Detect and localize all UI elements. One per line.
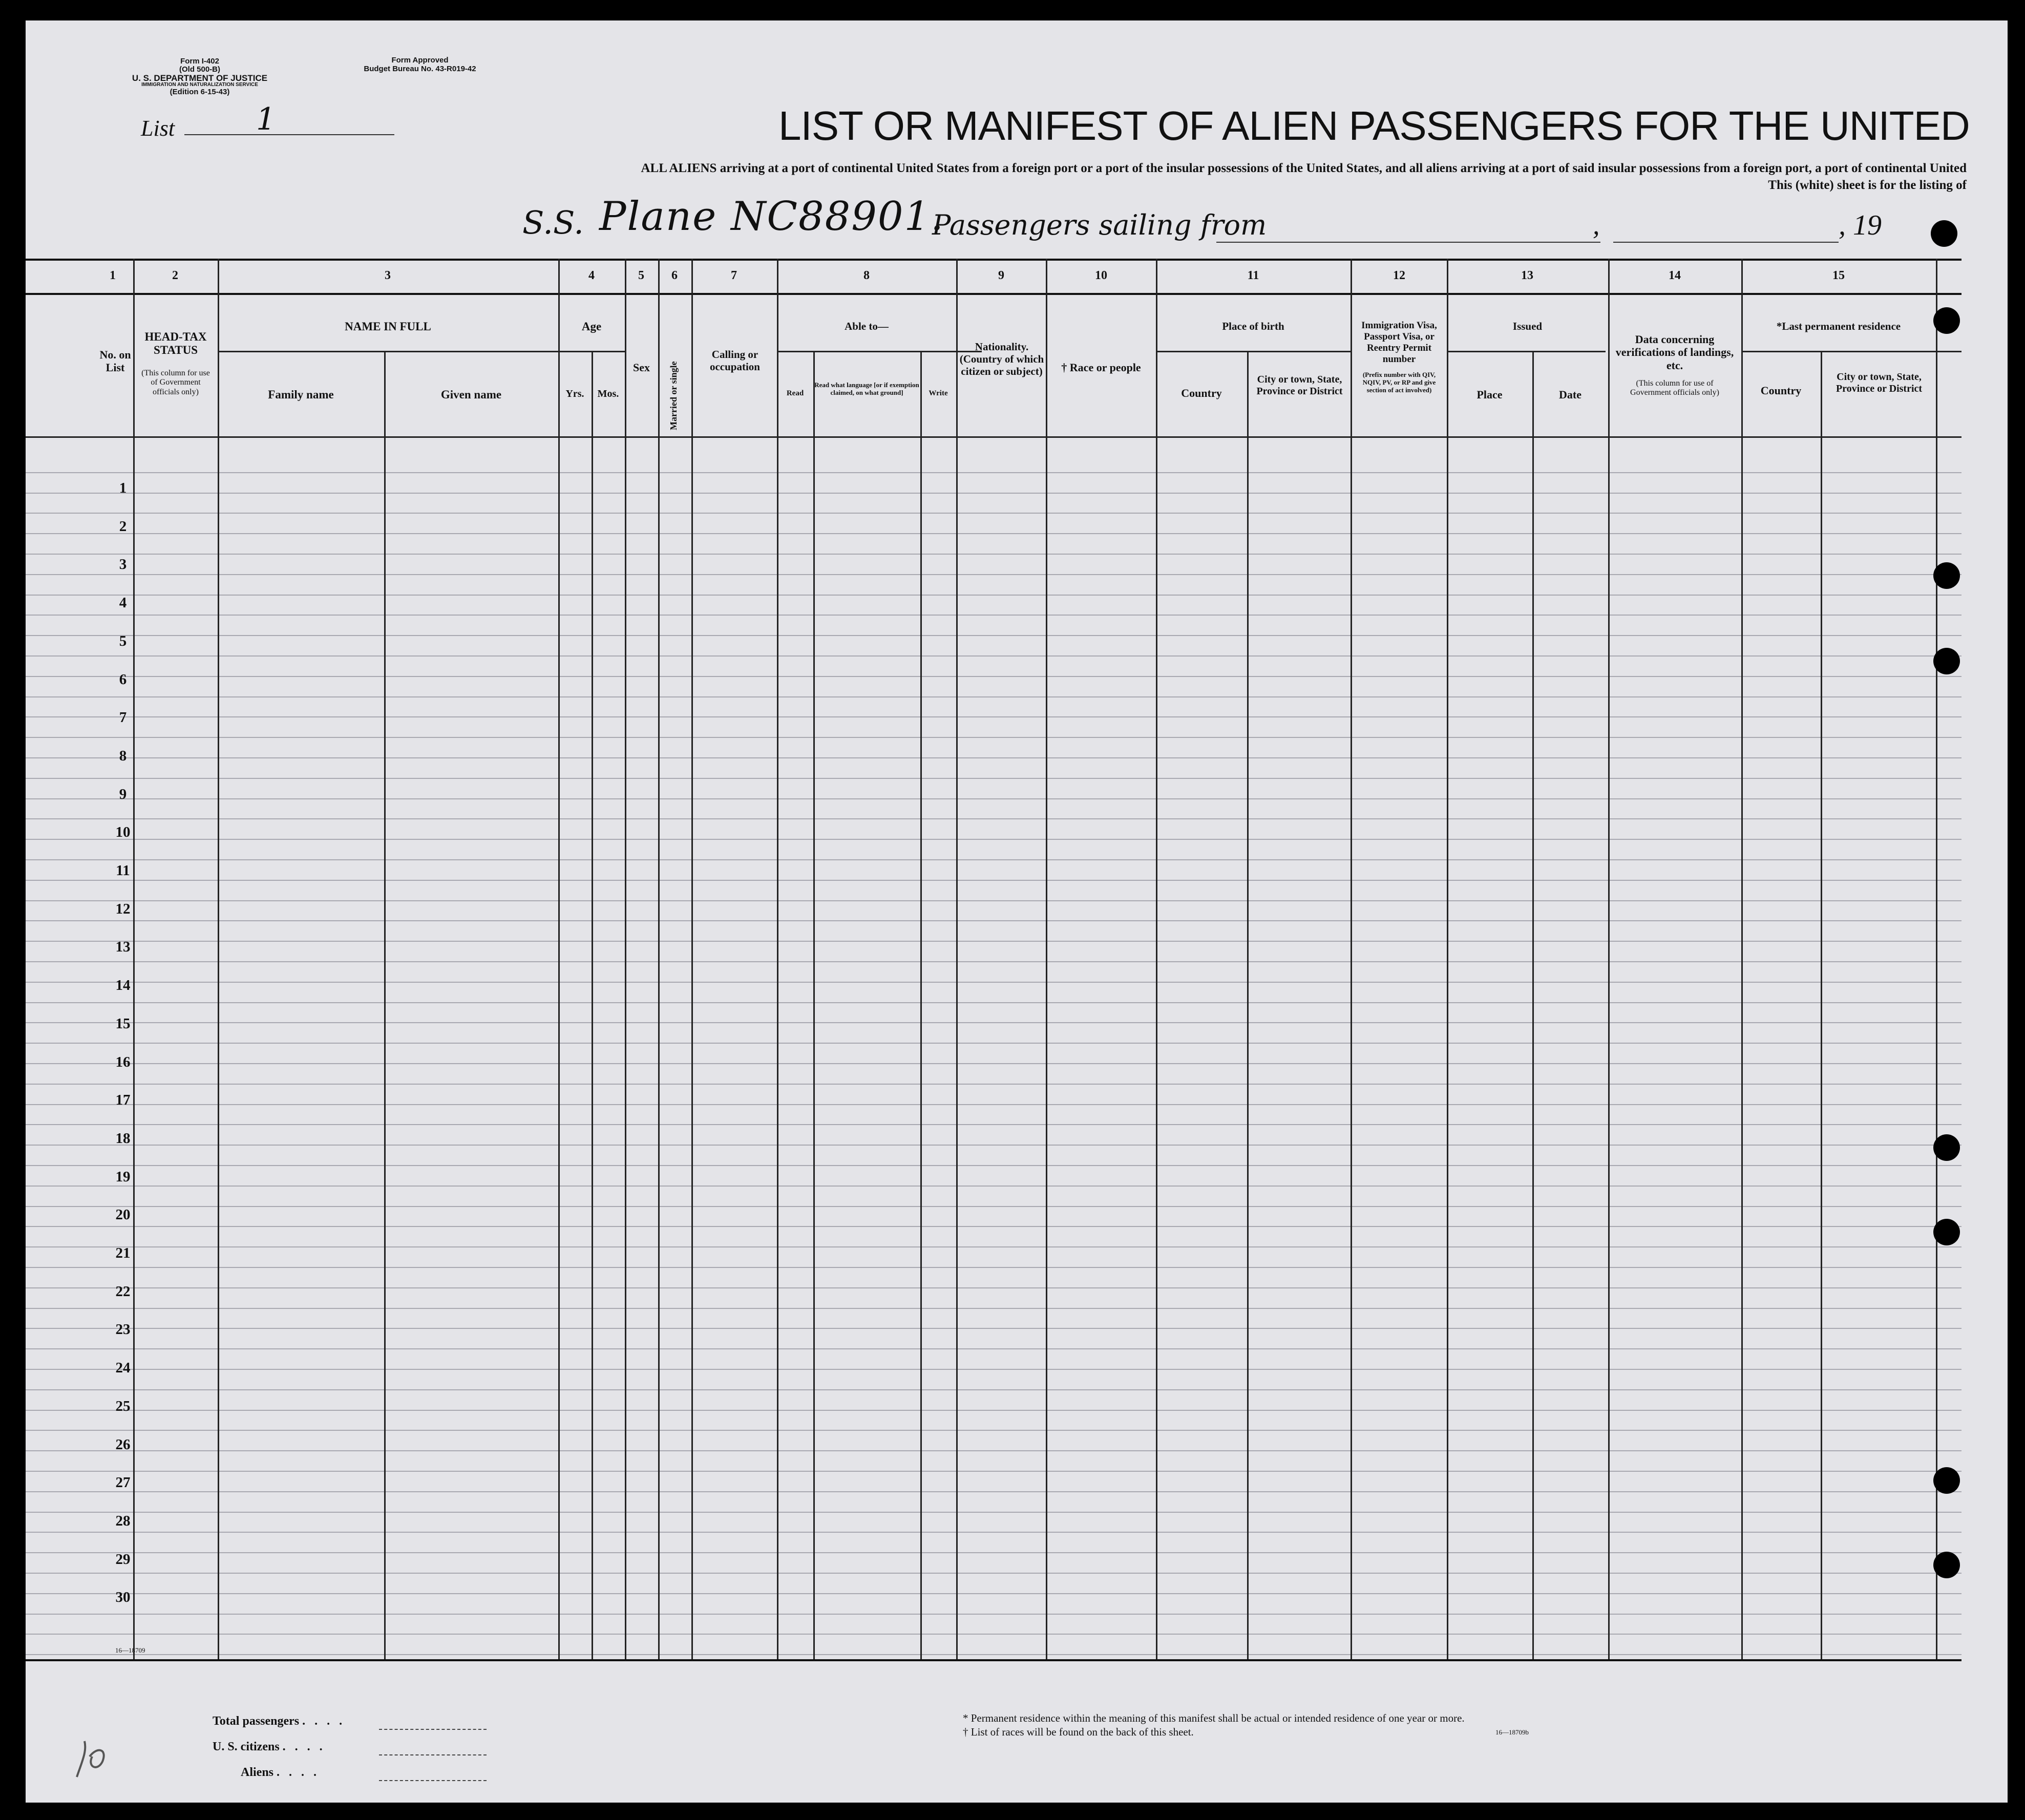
column-number: 5	[638, 269, 644, 282]
row-number: 21	[115, 1245, 131, 1261]
col-divider	[920, 351, 922, 1659]
ruled-line	[26, 1328, 1961, 1329]
header-last-residence: *Last permanent residence	[1776, 320, 1901, 332]
row-number: 3	[119, 556, 127, 573]
header-visa: Immigration Visa, Passport Visa, or Reentry Permit number	[1361, 320, 1437, 365]
ruled-line	[26, 1471, 1961, 1472]
footnote-residence: * Permanent residence within the meaning of this manifest shall be actual or intended residence of one year or more.	[963, 1712, 1465, 1724]
ruled-line	[26, 1186, 1961, 1187]
col-divider	[1608, 259, 1610, 1659]
punch-hole	[1931, 220, 1957, 247]
header-issued-date: Date	[1559, 388, 1581, 401]
col-divider	[218, 259, 219, 1659]
date-underline[interactable]	[1613, 242, 1839, 243]
header-verifications-note: (This column for use of Government officials only)	[1630, 379, 1719, 397]
ruled-line	[26, 839, 1961, 840]
name-subheader-rule	[218, 351, 558, 352]
header-visa-note: (Prefix number with QIV, NQIV, PV, or RP and give section of act involved)	[1362, 371, 1436, 394]
ruled-line	[26, 798, 1961, 799]
header-race: † Race or people	[1061, 361, 1141, 374]
row-number: 28	[115, 1512, 131, 1529]
header-head-tax-note: (This column for use of Government officials only)	[141, 369, 210, 396]
us-citizens-field[interactable]	[379, 1754, 487, 1755]
column-number-rule	[26, 293, 1961, 295]
punch-hole	[1933, 1552, 1960, 1578]
row-number: 15	[115, 1015, 131, 1032]
ruled-line	[26, 1002, 1961, 1003]
ruled-line	[26, 655, 1961, 657]
table-bottom-rule	[26, 1659, 1961, 1661]
col-divider	[1532, 351, 1534, 1659]
ruled-line	[26, 941, 1961, 942]
total-passengers-label: Total passengers	[213, 1715, 300, 1728]
header-no-on-list: No. on List	[99, 348, 131, 374]
list-number[interactable]: 1	[256, 101, 276, 137]
ruled-line	[26, 1287, 1961, 1288]
department: U. S. DEPARTMENT OF JUSTICE	[132, 73, 268, 83]
form-old: (Old 500-B)	[179, 65, 220, 74]
instructions-line-2: This (white) sheet is for the listing of	[1768, 178, 1967, 192]
year-prefix: , 19	[1839, 209, 1882, 241]
form-number: Form I-402	[180, 57, 219, 66]
punch-hole	[1933, 1467, 1960, 1494]
vessel-prefix: S.S.	[522, 204, 584, 241]
total-passengers-row	[213, 1715, 345, 1728]
col-divider	[956, 259, 958, 1659]
ruled-line	[26, 1206, 1961, 1207]
header-place-of-birth: Place of birth	[1222, 320, 1284, 332]
ruled-line	[26, 1165, 1961, 1166]
row-number: 20	[115, 1207, 131, 1223]
ruled-line	[26, 1491, 1961, 1492]
ruled-line	[26, 1634, 1961, 1635]
ruled-line	[26, 1308, 1961, 1309]
residence-subheader-rule	[1741, 351, 1961, 352]
row-number: 10	[115, 824, 131, 841]
ruled-line	[26, 676, 1961, 677]
row-number: 26	[115, 1436, 131, 1453]
ruled-line	[26, 1145, 1961, 1146]
col-divider	[813, 351, 815, 1659]
row-number: 9	[119, 786, 127, 802]
total-passengers-field[interactable]	[379, 1729, 487, 1730]
ruled-line	[26, 1063, 1961, 1064]
list-label: List	[141, 116, 175, 141]
ruled-line	[26, 1124, 1961, 1125]
vessel-name[interactable]: Plane NC88901.	[599, 194, 944, 240]
column-number: 12	[1393, 269, 1405, 282]
issued-subheader-rule	[1447, 351, 1606, 352]
ruled-line	[26, 961, 1961, 962]
header-age: Age	[581, 320, 602, 333]
ruled-line	[26, 1614, 1961, 1615]
row-number: 1	[119, 480, 127, 496]
table-top-rule	[26, 259, 1961, 261]
col-divider	[777, 259, 778, 1659]
header-issued: Issued	[1512, 320, 1543, 332]
ruled-line	[26, 1246, 1961, 1247]
header-head-tax: HEAD-TAX STATUS	[144, 330, 207, 357]
us-citizens-label: U. S. citizens	[213, 1740, 280, 1753]
header-given-name: Given name	[440, 388, 502, 401]
approval-block	[353, 56, 487, 73]
header-nationality: Nationality. (Country of which citizen or subject)	[959, 341, 1044, 378]
column-number: 9	[998, 269, 1004, 282]
column-number: 6	[671, 269, 678, 282]
col-divider	[592, 351, 593, 1659]
footnote-races: † List of races will be found on the back of this sheet.	[963, 1726, 1194, 1738]
row-number: 8	[119, 747, 127, 764]
ruled-line	[26, 1512, 1961, 1513]
header-family-name: Family name	[268, 388, 334, 401]
header-calling: Calling or occupation	[709, 348, 760, 373]
ruled-line	[26, 1084, 1961, 1085]
column-number: 8	[863, 269, 870, 282]
print-code-2: 16—18709b	[1495, 1728, 1529, 1736]
col-divider	[625, 259, 626, 1659]
ruled-line	[26, 900, 1961, 901]
ruled-line	[26, 1022, 1961, 1023]
row-number: 30	[115, 1589, 131, 1606]
col-divider	[691, 259, 693, 1659]
col-divider	[1741, 259, 1743, 1659]
header-birth-city: City or town, State, Province or District	[1256, 374, 1343, 397]
column-number: 10	[1095, 269, 1107, 282]
aliens-label: Aliens	[241, 1766, 274, 1779]
header-birth-country: Country	[1181, 387, 1222, 399]
ruled-line	[26, 778, 1961, 779]
row-number: 6	[119, 671, 127, 688]
header-res-country: Country	[1760, 384, 1802, 397]
birth-subheader-rule	[1156, 351, 1351, 352]
leader-dots: . . . .	[282, 1740, 326, 1753]
ruled-line	[26, 554, 1961, 555]
row-number: 22	[115, 1283, 131, 1300]
header-verifications: Data concerning verifications of landings, etc.	[1615, 333, 1734, 372]
column-number: 2	[172, 269, 178, 282]
header-yrs: Yrs.	[565, 388, 584, 399]
approval: Form Approved	[391, 56, 449, 65]
punch-hole	[1933, 648, 1960, 674]
ruled-line	[26, 1552, 1961, 1553]
instructions-line-1: ALL ALIENS arriving at a port of continental United States from a foreign port or a port of the insular possessions of the United States, and all aliens arriving at a port of said insular possessions from a foreign port, a port of continental United	[641, 161, 1967, 175]
row-number: 25	[115, 1398, 131, 1414]
ruled-line	[26, 595, 1961, 596]
manifest-sheet	[26, 20, 2008, 1803]
header-res-city: City or town, State, Province or District	[1836, 371, 1923, 394]
ruled-line	[26, 880, 1961, 881]
col-divider	[658, 259, 660, 1659]
ruled-line	[26, 1532, 1961, 1533]
ruled-line	[26, 1450, 1961, 1451]
leader-dots: . . . .	[277, 1766, 320, 1779]
ruled-line	[26, 1593, 1961, 1594]
column-number: 15	[1832, 269, 1845, 282]
ruled-line	[26, 737, 1961, 738]
sailing-comma: ,	[1593, 209, 1600, 240]
row-number: 11	[116, 862, 130, 879]
header-read: Read	[786, 389, 804, 397]
ruled-line	[26, 859, 1961, 860]
punch-hole	[1933, 1134, 1960, 1161]
service: IMMIGRATION AND NATURALIZATION SERVICE	[141, 82, 258, 88]
row-number: 13	[115, 939, 131, 956]
ruled-line	[26, 716, 1961, 717]
budget-number: Budget Bureau No. 43-R019-42	[364, 64, 476, 73]
row-number: 4	[119, 595, 127, 611]
header-married-or-single: Married or single	[668, 361, 679, 430]
row-number: 18	[115, 1130, 131, 1147]
ruled-line	[26, 1430, 1961, 1431]
row-number: 5	[119, 632, 127, 649]
page-title: LIST OR MANIFEST OF ALIEN PASSENGERS FOR THE UNITED	[778, 103, 1970, 149]
row-number: 27	[115, 1474, 131, 1491]
column-number: 4	[588, 269, 595, 282]
ruled-line	[26, 1369, 1961, 1370]
column-number: 7	[731, 269, 737, 282]
ruled-line	[26, 1573, 1961, 1574]
col-divider	[558, 259, 560, 1659]
row-number: 12	[115, 900, 131, 917]
ruled-line	[26, 1389, 1961, 1390]
col-divider	[1351, 259, 1352, 1659]
ruled-line	[26, 757, 1961, 758]
punch-hole	[1933, 307, 1960, 334]
row-number: 23	[115, 1321, 131, 1338]
us-citizens-row	[213, 1740, 326, 1754]
ruled-line	[26, 574, 1961, 575]
row-number: 16	[115, 1053, 131, 1070]
row-number: 19	[115, 1168, 131, 1185]
ruled-line	[26, 615, 1961, 616]
col-divider	[1247, 351, 1249, 1659]
able-subheader-rule	[777, 351, 982, 352]
column-number: 11	[1247, 269, 1259, 282]
col-divider	[384, 351, 386, 1659]
ruled-line	[26, 1043, 1961, 1044]
header-issued-place: Place	[1476, 388, 1503, 401]
leader-dots: . . . .	[302, 1715, 346, 1728]
ruled-line	[26, 1348, 1961, 1349]
col-divider	[1936, 259, 1937, 1659]
punch-hole	[1933, 562, 1960, 589]
aliens-row	[241, 1766, 320, 1780]
row-number: 17	[115, 1092, 131, 1109]
ruled-line	[26, 982, 1961, 983]
ruled-line	[26, 493, 1961, 494]
ruled-line	[26, 818, 1961, 819]
print-code: 16—18709	[115, 1646, 145, 1654]
ruled-line	[26, 472, 1961, 473]
form-id-block	[118, 57, 282, 96]
column-number: 13	[1521, 269, 1533, 282]
row-number: 24	[115, 1360, 131, 1377]
col-divider	[1046, 259, 1047, 1659]
col-divider	[1156, 259, 1157, 1659]
ruled-line	[26, 513, 1961, 514]
sailing-label: Passengers sailing from	[932, 209, 1267, 241]
ruled-line	[26, 1226, 1961, 1227]
col-divider	[1447, 259, 1448, 1659]
ruled-line	[26, 533, 1961, 534]
ruled-line	[26, 696, 1961, 697]
col-divider	[1821, 351, 1822, 1659]
column-number: 3	[385, 269, 391, 282]
column-number: 14	[1669, 269, 1681, 282]
header-read-language: Read what language [or if exemption claimed, on what ground]	[814, 381, 919, 396]
ruled-line	[26, 1104, 1961, 1105]
header-able-to: Able to—	[845, 320, 889, 332]
row-number: 2	[119, 518, 127, 535]
aliens-field[interactable]	[379, 1780, 487, 1781]
margin-pencil-mark	[67, 1726, 123, 1787]
header-sex: Sex	[633, 361, 650, 374]
ruled-line	[26, 1267, 1961, 1268]
row-number: 29	[115, 1551, 131, 1568]
list-underline	[184, 134, 394, 135]
header-mos: Mos.	[597, 388, 619, 399]
row-number: 14	[115, 977, 131, 994]
header-bottom-rule	[26, 436, 1961, 438]
ruled-line	[26, 635, 1961, 636]
ruled-line	[26, 920, 1961, 921]
header-name-in-full: NAME IN FULL	[345, 320, 431, 333]
punch-hole	[1933, 1219, 1960, 1245]
column-number: 1	[110, 269, 116, 282]
edition: (Edition 6-15-43)	[170, 87, 230, 96]
sailing-from-underline[interactable]	[1216, 242, 1600, 243]
ruled-line	[26, 1654, 1961, 1655]
ruled-line	[26, 1410, 1961, 1411]
row-number: 7	[119, 709, 127, 726]
header-write: Write	[929, 389, 948, 397]
